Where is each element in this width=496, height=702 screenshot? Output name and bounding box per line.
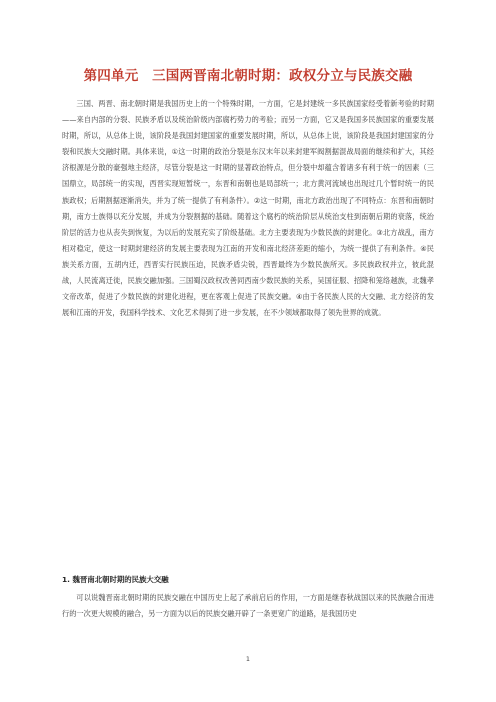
section-paragraph: 可以说魏晋南北朝时期的民族交融在中国历史上起了承前启后的作用，一方面是继春秋战国以来的民族融合而进行的一次更大规模的融合，另一方面为以后的民族交融开辟了一条更宽广的道路，是我国历史 bbox=[62, 593, 434, 619]
intro-paragraph: 三国、两晋、南北朝时期是我国历史上的一个特殊时期，一方面，它是封建统一多民族国家经受着新考验的时期——来自内部的分裂、民族矛盾以及统治阶级内部腐朽势力的考验；而另一方面，它又是我国多民族国家的重要发展时期，所以，从总体上说，该阶段是我国封建国家的重要发展时期，所以，从总体上说，该阶段是我国封建国家的分裂和民族大交融时期。具体来说，①这一时期的政治分裂是东汉末年以来封建军阀割据混战局面的继续和扩大，其经济根源是分散的豪强地主经济，尽管分裂是这一时期的显著政治特点，但分裂中却蕴含着诸多有利于统一的因素（三国鼎立，局部统一的实现，西晋实现短暂统一，东晋和南朝也是局部统一；北方黄河流域也出现过几个暂时统一的民族政权；后期割据逐渐消失，并为了统一提供了有利条件）。②这一时期，南北方政治出现了不同特点：东晋和南朝时期，南方士族得以充分发展，并成为分裂割据的基础。随着这个腐朽的统治阶层从统治支柱到南朝后期的衰落，统治阶层的活力也从丧失到恢复，为以后的发展充实了阶级基础。北方主要表现为少数民族的封建化。③北方战乱，南方相对稳定，使这一时期封建经济的发展主要表现为江南的开发和南北经济差距的缩小，为统一提供了有利条件。④民族关系方面，五胡内迁，西晋实行民族压迫，民族矛盾尖锐，西晋最终为少数民族所灭。多民族政权并立，彼此混战，人民流离迁徙，民族交融加强。三国蜀汉政权改善同西南少数民族的关系，吴国征服、招降和笼络越族，北魏孝文帝改革，促进了少数民族的封建化进程，更在客观上促进了民族交融。④由于各民族人民的大交融、北方经济的发展和江南的开发，我国科学技术、文化艺术得到了进一步发展，在不少领域都取得了领先世界的成就。 bbox=[62, 99, 434, 318]
section-heading: 1. 魏晋南北朝时期的民族大交融 bbox=[62, 575, 169, 584]
page-number: 1 bbox=[245, 655, 251, 663]
document-title: 第四单元 三国两晋南北朝时期：政权分立与民族交融 bbox=[83, 68, 413, 84]
